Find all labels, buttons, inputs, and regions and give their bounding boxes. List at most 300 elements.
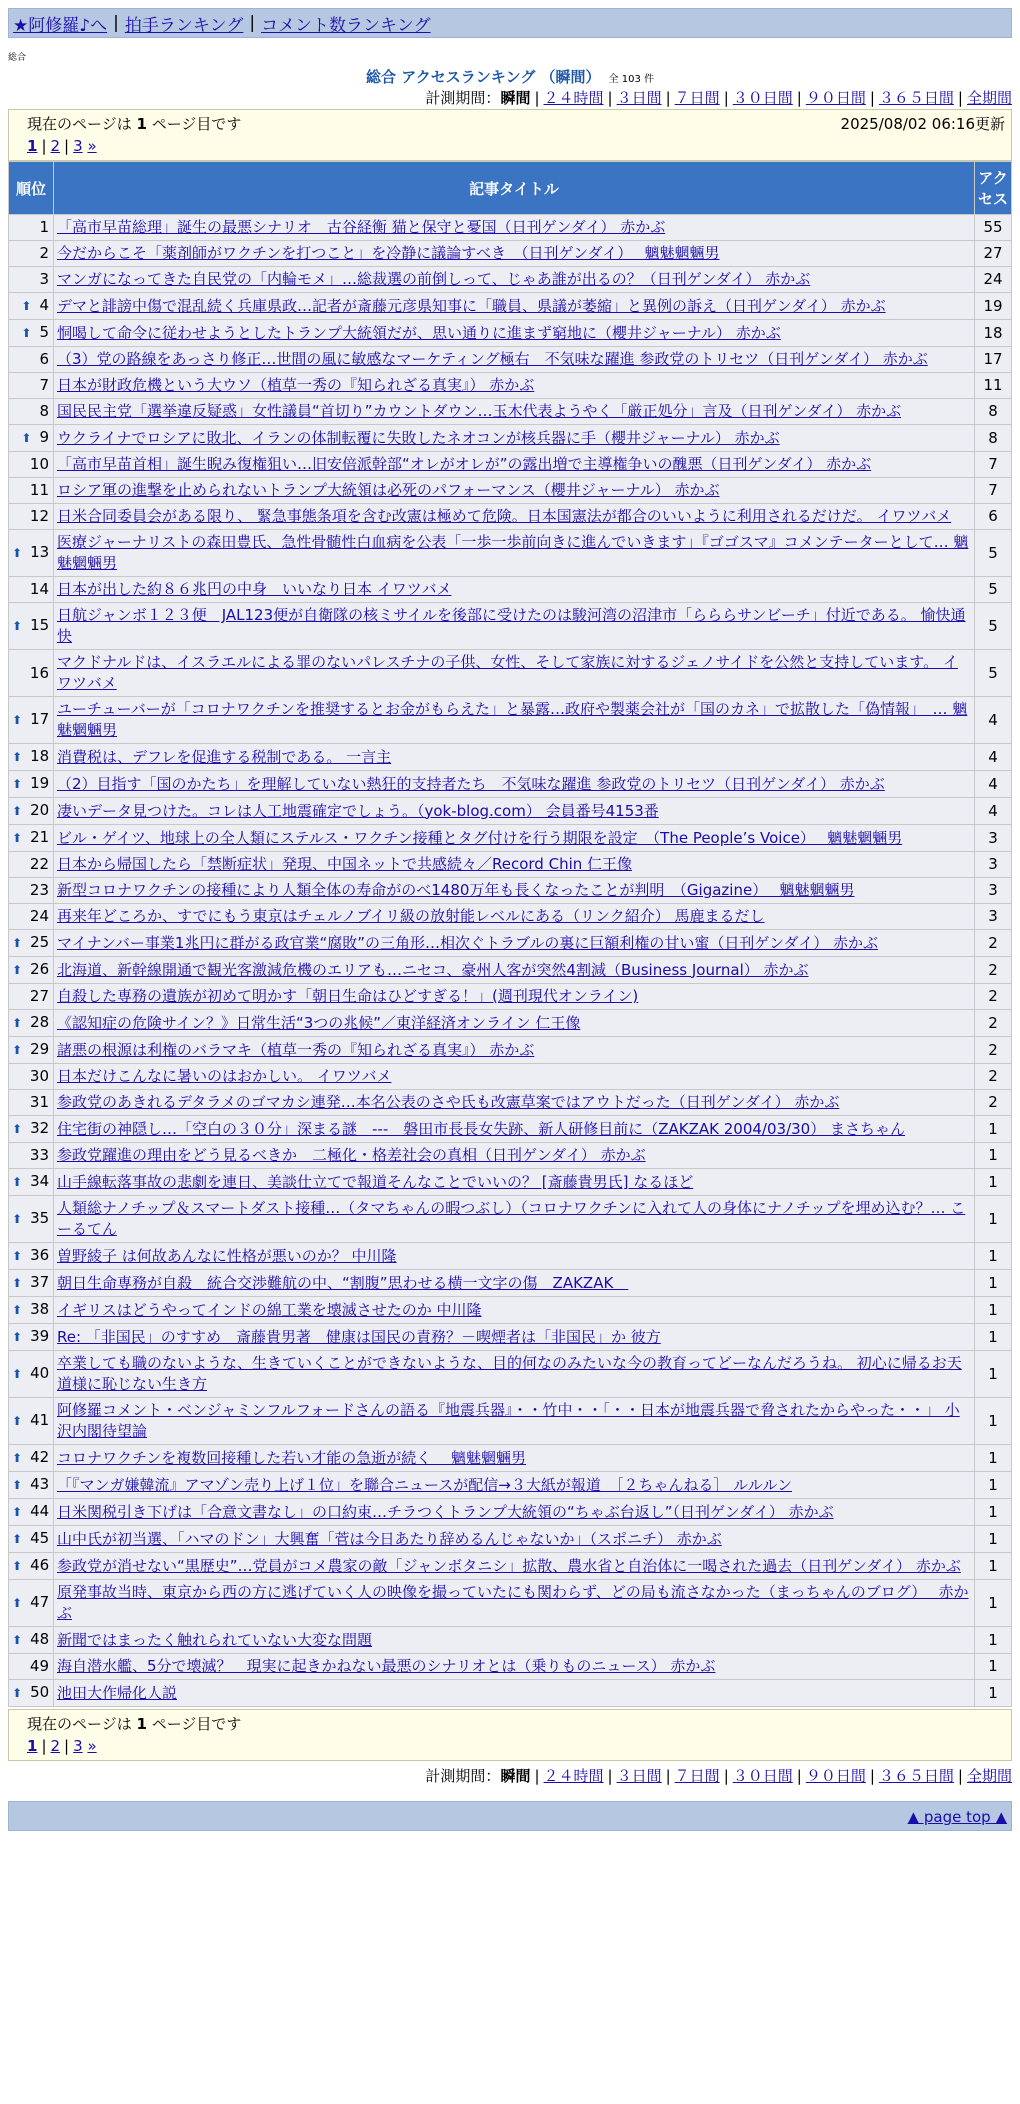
article-link[interactable]: 「『マンガ嫌韓流』アマゾン売り上げ１位」を聯合ニュースが配信→３大紙が報道 ［２ちゃんねる］ ルルルン: [57, 1475, 793, 1494]
rank-cell: [9, 697, 53, 743]
article-link[interactable]: ロシア軍の進撃を止められないトランプ大統領は必死のパフォーマンス（櫻井ジャーナル） 赤かぶ: [57, 481, 720, 499]
title-cell: [54, 1297, 974, 1323]
page-link-1[interactable]: 1: [27, 137, 38, 155]
article-link[interactable]: マンガになってきた自民党の「内輪モメ」…総裁選の前倒しって、じゃあ誰が出るの？（日刊ゲンダイ） 赤かぶ: [57, 270, 811, 288]
arrow-up-icon: ⬆: [12, 1596, 23, 1610]
rank-number: 34: [30, 1172, 50, 1190]
rank-number: 48: [30, 1630, 50, 1648]
rank-cell: [9, 1526, 53, 1552]
rank-cell: [9, 603, 53, 649]
rank-header: 順位: [9, 162, 53, 214]
title-cell: [54, 1270, 974, 1296]
table-row: [9, 241, 1011, 266]
current-page-text: 現在のページは 1 ページ目です: [27, 115, 242, 133]
title-cell: [54, 1037, 974, 1063]
title-cell: [54, 320, 974, 346]
access-count: 1: [975, 1297, 1011, 1323]
title-header: 記事タイトル: [54, 162, 974, 214]
article-link[interactable]: 日本だけこんなに暑いのはおかしい。 イワツバメ: [57, 1067, 392, 1085]
rank-cell: [9, 373, 53, 398]
article-link[interactable]: 山中氏が初当選、「ハマのドン」大興奮「菅は今日あたり辞めるんじゃないか」（スポニチ） 赤かぶ: [57, 1529, 722, 1548]
table-row: [9, 852, 1011, 877]
period-option-4[interactable]: ９０日間: [805, 1767, 866, 1785]
rank-cell: [9, 1324, 53, 1350]
period-separator: |: [869, 1767, 875, 1785]
page-title: 総合 アクセスランキング （瞬間）: [366, 68, 601, 86]
arrow-up-icon: ⬆: [12, 1559, 23, 1573]
access-count: 1: [975, 1351, 1011, 1397]
access-count: 2: [975, 1090, 1011, 1115]
table-row: [9, 930, 1011, 956]
access-count: 5: [975, 603, 1011, 649]
arrow-up-icon: ⬆: [12, 804, 23, 818]
table-row: [9, 744, 1011, 770]
table-row: [9, 504, 1011, 529]
rank-cell: [9, 1398, 53, 1444]
access-count: 1: [975, 1553, 1011, 1579]
title-cell: [54, 1499, 974, 1525]
title-cell: [54, 1398, 974, 1444]
access-count: 4: [975, 744, 1011, 770]
period-option-1[interactable]: ３日間: [616, 89, 662, 107]
title-cell: [54, 1526, 974, 1552]
table-row: [9, 1526, 1011, 1552]
arrow-up-icon: ⬆: [12, 1414, 23, 1428]
rank-number: 26: [30, 960, 50, 978]
rank-number: 33: [29, 1146, 49, 1164]
period-separator: |: [957, 1767, 963, 1785]
table-row: [9, 1499, 1011, 1525]
rank-number: 7: [39, 376, 49, 394]
table-row: [9, 984, 1011, 1009]
title-cell: [54, 1351, 974, 1397]
rank-cell: [9, 1553, 53, 1579]
period-option-2[interactable]: ７日間: [674, 89, 720, 107]
table-row: [9, 1064, 1011, 1089]
article-link[interactable]: 日本から帰国したら「禁断症状」発現、中国ネットで共感続々／Record Chin 仁王像: [57, 855, 633, 873]
article-link[interactable]: 山手線転落事故の悲劇を連日、美談仕立てで報道そんなことでいいの？ [斎藤貴男氏] なるほど: [57, 1172, 694, 1191]
article-link[interactable]: 曽野綾子 は何故あんなに性格が悪いのか？ 中川隆: [57, 1246, 397, 1265]
title-cell: [54, 373, 974, 398]
access-count: 27: [975, 241, 1011, 266]
access-count: 1: [975, 1472, 1011, 1498]
title-cell: [54, 504, 974, 529]
ranking-table: [8, 161, 1012, 1707]
title-cell: [54, 347, 974, 372]
page-title-row: [8, 67, 1012, 87]
table-row: [9, 1627, 1011, 1653]
period-separator: |: [723, 1767, 729, 1785]
home-link[interactable]: ★阿修羅♪へ: [13, 15, 108, 36]
table-row: [9, 425, 1011, 451]
period-separator: |: [534, 89, 540, 107]
arrow-up-icon: ⬆: [12, 831, 23, 845]
title-cell: [54, 1553, 974, 1579]
article-link[interactable]: 日航ジャンボ１２３便 JAL123便が自衛隊の核ミサイルを後部に受けたのは駿河湾の沼津市「らららサンビーチ」付近である。 愉快通快: [57, 606, 966, 645]
article-link[interactable]: 北海道、新幹線開通で観光客激減危機のエリアも…ニセコ、豪州人客が突然4割減（Business Journal） 赤かぶ: [57, 960, 809, 979]
rank-cell: [9, 1654, 53, 1679]
access-count: 2: [975, 984, 1011, 1009]
access-count: 3: [975, 878, 1011, 903]
title-cell: [54, 744, 974, 770]
arrow-up-icon: ⬆: [12, 1478, 23, 1492]
article-link[interactable]: 「高市早苗首相」誕生睨み復権狙い…旧安倍派幹部“オレがオレが”の露出増で主導権争いの醜悪（日刊ゲンダイ） 赤かぶ: [57, 455, 872, 473]
table-row: [9, 825, 1011, 851]
title-cell: [54, 1580, 974, 1626]
access-count: 11: [975, 373, 1011, 398]
period-separator: |: [607, 89, 613, 107]
page-link-2[interactable]: 2: [50, 1737, 61, 1755]
period-separator: |: [869, 89, 875, 107]
article-link[interactable]: 消費税は、デフレを促進する税制である。 一言主: [57, 747, 392, 766]
table-row: [9, 1297, 1011, 1323]
arrow-up-icon: ⬆: [12, 1212, 23, 1226]
table-row: [9, 1654, 1011, 1679]
arrow-up-icon: ⬆: [12, 750, 23, 764]
table-row: [9, 1169, 1011, 1195]
period-separator: |: [607, 1767, 613, 1785]
article-link[interactable]: 今だからこそ「薬剤師がワクチンを打つこと」を冷静に議論すべき （日刊ゲンダイ） 魑魅魍魎男: [57, 244, 720, 262]
table-row: [9, 1472, 1011, 1498]
rank-number: 49: [29, 1657, 49, 1675]
access-header: アクセス: [975, 162, 1011, 214]
rank-number: 28: [30, 1013, 50, 1031]
rank-number: 35: [30, 1209, 50, 1227]
rank-cell: [9, 1064, 53, 1089]
article-link[interactable]: 日本が出した約８６兆円の中身 いいなり日本 イワツバメ: [57, 580, 452, 598]
rank-number: 14: [29, 580, 49, 598]
arrow-up-icon: ⬆: [12, 936, 23, 950]
rank-cell: [9, 577, 53, 602]
rank-number: 32: [30, 1119, 50, 1137]
page-top-link[interactable]: ▲ page top ▲: [907, 1808, 1007, 1826]
table-row: [9, 1143, 1011, 1168]
arrow-up-icon: ⬆: [12, 1249, 23, 1263]
rank-number: 39: [30, 1327, 50, 1345]
arrow-up-icon: ⬆: [12, 1303, 23, 1317]
rank-number: 13: [30, 543, 50, 561]
table-row: [9, 347, 1011, 372]
period-option-0[interactable]: ２４時間: [543, 89, 604, 107]
rank-cell: [9, 504, 53, 529]
table-row: [9, 373, 1011, 398]
table-row: [9, 697, 1011, 743]
access-count: 1: [975, 1169, 1011, 1195]
table-row: [9, 267, 1011, 292]
title-cell: [54, 293, 974, 319]
article-link[interactable]: 諸悪の根源は利権のバラマキ（植草一秀の『知られざる真実』） 赤かぶ: [57, 1040, 535, 1059]
arrow-up-icon: ⬆: [12, 1633, 23, 1647]
rank-cell: [9, 904, 53, 929]
access-count: 4: [975, 697, 1011, 743]
arrow-up-icon: ⬆: [12, 713, 23, 727]
rank-number: 6: [39, 350, 49, 368]
rank-number: 38: [30, 1300, 50, 1318]
article-link[interactable]: 海自潜水艦、5分で壊滅？ 現実に起きかねない最悪のシナリオとは（乗りものニュース） 赤かぶ: [57, 1657, 716, 1675]
period-separator: |: [957, 89, 963, 107]
rank-number: 44: [30, 1502, 50, 1520]
title-cell: [54, 984, 974, 1009]
rank-cell: [9, 425, 53, 451]
article-link[interactable]: イギリスはどうやってインドの綿工業を壊滅させたのか 中川隆: [57, 1300, 482, 1319]
table-row: [9, 603, 1011, 649]
next-page-link[interactable]: »: [87, 1737, 97, 1755]
page-info-bottom: [8, 1709, 1012, 1761]
rank-cell: [9, 1196, 53, 1242]
arrow-up-icon: ⬆: [12, 777, 23, 791]
table-row: [9, 798, 1011, 824]
article-link[interactable]: 朝日生命専務が自殺 統合交渉難航の中、“割腹”思わせる横一文字の傷 ZAKZAK: [57, 1273, 629, 1292]
pager-separator: |: [41, 1737, 47, 1755]
access-count: 1: [975, 1499, 1011, 1525]
article-link[interactable]: デマと誹謗中傷で混乱続く兵庫県政…記者が斎藤元彦県知事に「職員、県議が萎縮」と異例の訴え（日刊ゲンダイ） 赤かぶ: [57, 296, 886, 315]
rank-number: 20: [30, 801, 50, 819]
rank-number: 25: [30, 933, 50, 951]
table-row: [9, 1010, 1011, 1036]
period-option-1[interactable]: ３日間: [616, 1767, 662, 1785]
table-row: [9, 1270, 1011, 1296]
arrow-up-icon: ⬆: [12, 619, 23, 633]
page-link-3[interactable]: 3: [73, 137, 83, 155]
table-row: [9, 650, 1011, 696]
article-link[interactable]: 日本が財政危機という大ウソ（植草一秀の『知られざる真実』） 赤かぶ: [57, 376, 535, 394]
rank-cell: [9, 1270, 53, 1296]
title-cell: [54, 1116, 974, 1142]
rank-number: 10: [29, 455, 49, 473]
article-link[interactable]: 日米合同委員会がある限り、 緊急事態条項を含む改憲は極めて危険。日本国憲法が都合のいいように利用されるだけだ。 イワツバメ: [57, 507, 952, 525]
arrow-up-icon: ⬆: [12, 1330, 23, 1344]
access-count: 1: [975, 1526, 1011, 1552]
table-row: [9, 293, 1011, 319]
title-cell: [54, 452, 974, 477]
article-link[interactable]: ビル・ゲイツ、地球上の全人類にステルス・ワクチン接種とタグ付けを行う期限を設定 （The People’s Voice） 魑魅魍魎男: [57, 828, 903, 847]
rank-number: 40: [30, 1364, 50, 1382]
title-cell: [54, 241, 974, 266]
current-page-text: 現在のページは 1 ページ目です: [27, 1715, 242, 1733]
period-option-4[interactable]: ９０日間: [805, 89, 866, 107]
article-link[interactable]: 自殺した専務の遺族が初めて明かす「朝日生命はひどすぎる！」(週刊現代オンライン): [57, 987, 639, 1005]
access-count: 2: [975, 1064, 1011, 1089]
title-cell: [54, 878, 974, 903]
rank-number: 22: [29, 855, 49, 873]
article-link[interactable]: 医療ジャーナリストの森田豊氏、急性骨髄性白血病を公表「一歩一歩前向きに進んでいきます」『ゴゴスマ』コメンテーターとして… 魑魅魍魎男: [57, 533, 969, 572]
access-count: 3: [975, 904, 1011, 929]
article-link[interactable]: 新型コロナワクチンの接種により人類全体の寿命がのべ1480万年も長くなったことが判明 （Gigazine） 魑魅魍魎男: [57, 881, 855, 899]
rank-cell: [9, 267, 53, 292]
rank-cell: [9, 1143, 53, 1168]
title-cell: [54, 577, 974, 602]
article-link[interactable]: ユーチューバーが「コロナワクチンを推奨するとお金がもらえた」と暴露…政府や製薬会社が「国のカネ」で拡散した「偽情報」 … 魑魅魍魎男: [57, 700, 968, 739]
article-link[interactable]: 参政党躍進の理由をどう見るべきか 二極化・格差社会の真相（日刊ゲンダイ） 赤かぶ: [57, 1146, 646, 1164]
period-option-3[interactable]: ３０日間: [732, 89, 793, 107]
period-current: 瞬間: [500, 1767, 531, 1785]
page-link-1[interactable]: 1: [27, 1737, 38, 1755]
access-count: 2: [975, 1010, 1011, 1036]
article-link[interactable]: 恫喝して命令に従わせようとしたトランプ大統領だが、思い通りに進まず窮地に（櫻井ジャーナル） 赤かぶ: [57, 323, 781, 342]
access-count: 2: [975, 930, 1011, 956]
period-option-3[interactable]: ３０日間: [732, 1767, 793, 1785]
rank-cell: [9, 771, 53, 797]
rank-number: 47: [30, 1593, 50, 1611]
pager-separator: |: [64, 137, 70, 155]
article-link[interactable]: コロナワクチンを複数回接種した若い才能の急逝が続く 魑魅魍魎男: [57, 1448, 527, 1467]
arrow-up-icon: ⬆: [21, 431, 32, 445]
page-link-3[interactable]: 3: [73, 1737, 83, 1755]
rank-number: 3: [39, 270, 49, 288]
rank-cell: [9, 984, 53, 1009]
access-count: 17: [975, 347, 1011, 372]
rank-cell: [9, 1037, 53, 1063]
table-row: [9, 1243, 1011, 1269]
nav-separator: |: [249, 13, 256, 33]
article-link[interactable]: 凄いデータ見つけた。コレは人工地震確定でしょう。（yok-blog.com） 会員番号4153番: [57, 801, 659, 820]
article-link[interactable]: 原発事故当時、東京から西の方に逃げていく人の映像を撮っていたにも関わらず、どの局も流さなかった（まっちゃんのブログ） 赤かぶ: [57, 1583, 969, 1622]
article-link[interactable]: 阿修羅コメント・ベンジャミンフルフォードさんの語る『地震兵器』・・竹中・・「・・日本が地震兵器で脅されたからやった・・」 小沢内閣待望論: [57, 1401, 960, 1440]
access-count: 4: [975, 798, 1011, 824]
access-count: 8: [975, 399, 1011, 424]
rank-cell: [9, 1243, 53, 1269]
rank-number: 18: [30, 747, 50, 765]
article-link[interactable]: 人類総ナノチップ＆スマートダスト接種…（タマちゃんの暇つぶし）（コロナワクチンに入れて人の身体にナノチップを埋め込む？… こーるてん: [57, 1199, 966, 1238]
table-row: [9, 577, 1011, 602]
rank-number: 45: [30, 1529, 50, 1547]
article-link[interactable]: （2）目指す「国のかたち」を理解していない熱狂的支持者たち 不気味な躍進 参政党のトリセツ（日刊ゲンダイ） 赤かぶ: [57, 774, 885, 793]
access-count: 6: [975, 504, 1011, 529]
title-cell: [54, 825, 974, 851]
arrow-up-icon: ⬆: [12, 1122, 23, 1136]
access-count: 1: [975, 1270, 1011, 1296]
rank-number: 1: [39, 218, 49, 236]
access-count: 1: [975, 1196, 1011, 1242]
rank-cell: [9, 478, 53, 503]
rank-cell: [9, 1499, 53, 1525]
title-cell: [54, 1324, 974, 1350]
period-option-5[interactable]: ３６５日間: [878, 1767, 954, 1785]
period-option-0[interactable]: ２４時間: [543, 1767, 604, 1785]
rank-number: 16: [29, 663, 49, 682]
page-link-2[interactable]: 2: [50, 137, 61, 155]
title-cell: [54, 904, 974, 929]
access-count: 4: [975, 771, 1011, 797]
article-link[interactable]: 池田大作帰化人説: [57, 1683, 178, 1702]
article-link[interactable]: Re: 「非国民」のすすめ 斎藤貴男著 健康は国民の責務？－喫煙者は「非国民」か 彼方: [57, 1327, 661, 1346]
rank-cell: [9, 347, 53, 372]
total-count: 全 103 件: [608, 74, 654, 85]
rank-cell: [9, 293, 53, 319]
period-option-6[interactable]: 全期間: [966, 1767, 1012, 1785]
title-cell: [54, 798, 974, 824]
next-page-link[interactable]: »: [87, 137, 97, 155]
access-count: 3: [975, 852, 1011, 877]
rank-number: 42: [30, 1448, 50, 1466]
access-count: 24: [975, 267, 1011, 292]
rank-cell: [9, 1169, 53, 1195]
rank-cell: [9, 1116, 53, 1142]
period-selector-top: [8, 87, 1012, 109]
arrow-up-icon: ⬆: [12, 1451, 23, 1465]
period-label: 計測期間：: [425, 1767, 501, 1785]
title-cell: [54, 1169, 974, 1195]
rank-cell: [9, 1445, 53, 1471]
article-link[interactable]: 《認知症の危険サイン？》日常生活“3つの兆候”／東洋経済オンライン 仁王像: [57, 1013, 581, 1032]
rank-cell: [9, 320, 53, 346]
article-link[interactable]: 参政党が消せない“黒歴史”…党員がコメ農家の敵「ジャンボタニシ」拡散、農水省と自治体に一喝された過去（日刊ゲンダイ） 赤かぶ: [57, 1556, 961, 1575]
title-cell: [54, 1654, 974, 1679]
title-cell: [54, 1010, 974, 1036]
table-row: [9, 957, 1011, 983]
rank-number: 15: [30, 616, 50, 634]
access-count: 1: [975, 1445, 1011, 1471]
period-current: 瞬間: [500, 89, 531, 107]
table-row: [9, 1398, 1011, 1444]
period-option-6[interactable]: 全期間: [966, 89, 1012, 107]
applause-ranking-link[interactable]: 拍手ランキング: [124, 15, 244, 36]
title-cell: [54, 1472, 974, 1498]
article-link[interactable]: 卒業しても職のないような、生きていくことができないような、目的何なのみたいな今の教育ってどーなんだろうね。 初心に帰るお天道様に恥じない生き方: [57, 1354, 962, 1393]
table-row: [9, 399, 1011, 424]
comment-ranking-link[interactable]: コメント数ランキング: [261, 15, 431, 36]
article-link[interactable]: 住宅街の神隠し…「空白の３０分」深まる謎 --- 磐田市長長女失跡、新人研修目前に（ZAKZAK 2004/03/30） まさちゃん: [57, 1119, 905, 1138]
arrow-up-icon: ⬆: [12, 1276, 23, 1290]
access-count: 2: [975, 957, 1011, 983]
table-row: [9, 1445, 1011, 1471]
article-link[interactable]: 新聞ではまったく触れられていない大変な問題: [57, 1630, 373, 1649]
article-link[interactable]: 参政党のあきれるデタラメのゴマカシ連発…本名公表のさや氏も改憲草案ではアウトだった（日刊ゲンダイ） 赤かぶ: [57, 1093, 840, 1111]
article-link[interactable]: 再来年どころか、すでにもう東京はチェルノブイリ級の放射能レベルにある（リンク紹介） 馬鹿まるだし: [57, 907, 765, 925]
arrow-up-icon: ⬆: [12, 546, 23, 560]
table-row: [9, 530, 1011, 576]
arrow-up-icon: ⬆: [12, 1043, 23, 1057]
article-link[interactable]: 「高市早苗総理」誕生の最悪シナリオ 古谷経衡 猫と保守と憂国（日刊ゲンダイ） 赤かぶ: [57, 218, 666, 236]
rank-cell: [9, 1297, 53, 1323]
title-cell: [54, 957, 974, 983]
article-link[interactable]: （3）党の路線をあっさり修正…世間の風に敏感なマーケティング極右 不気味な躍進 参政党のトリセツ（日刊ゲンダイ） 赤かぶ: [57, 350, 928, 368]
rank-number: 50: [30, 1683, 50, 1701]
rank-cell: [9, 1090, 53, 1115]
title-cell: [54, 215, 974, 240]
period-option-5[interactable]: ３６５日間: [878, 89, 954, 107]
article-link[interactable]: マクドナルドは、イスラエルによる罪のないパレスチナの子供、女性、そして家族に対するジェノサイドを公然と支持しています。 イワツバメ: [57, 653, 958, 692]
rank-cell: [9, 1010, 53, 1036]
page-info-top: [8, 109, 1012, 161]
access-count: 8: [975, 425, 1011, 451]
period-option-2[interactable]: ７日間: [674, 1767, 720, 1785]
title-cell: [54, 1627, 974, 1653]
article-link[interactable]: 国民民主党「選挙違反疑惑」女性議員“首切り”カウントダウン…玉木代表ようやく「厳正処分」言及（日刊ゲンダイ） 赤かぶ: [57, 402, 902, 420]
title-cell: [54, 267, 974, 292]
arrow-up-icon: ⬆: [12, 1016, 23, 1030]
table-row: [9, 904, 1011, 929]
title-cell: [54, 1143, 974, 1168]
access-count: 1: [975, 1143, 1011, 1168]
access-count: 3: [975, 825, 1011, 851]
updated-timestamp: 2025/08/02 06:16更新: [840, 115, 1005, 133]
article-link[interactable]: 日米関税引き下げは「合意文書なし」の口約束…チラつくトランプ大統領の“ちゃぶ台返し”（日刊ゲンダイ） 赤かぶ: [57, 1502, 834, 1521]
title-cell: [54, 425, 974, 451]
arrow-up-icon: ⬆: [21, 326, 32, 340]
rank-number: 17: [30, 710, 50, 728]
page: [8, 8, 1012, 1831]
access-count: 1: [975, 1680, 1011, 1706]
article-link[interactable]: ウクライナでロシアに敗北、イランの体制転覆に失敗したネオコンが核兵器に手（櫻井ジャーナル） 赤かぶ: [57, 428, 780, 447]
table-row: [9, 1680, 1011, 1706]
article-link[interactable]: マイナンバー事業1兆円に群がる政官業“腐敗”の三角形…相次ぐトラブルの裏に巨額利権の甘い蜜（日刊ゲンダイ） 赤かぶ: [57, 933, 878, 952]
period-separator: |: [796, 1767, 802, 1785]
nav-separator: |: [113, 13, 119, 33]
top-nav-bar: [8, 8, 1012, 38]
title-cell: [54, 650, 974, 696]
access-count: 5: [975, 650, 1011, 696]
